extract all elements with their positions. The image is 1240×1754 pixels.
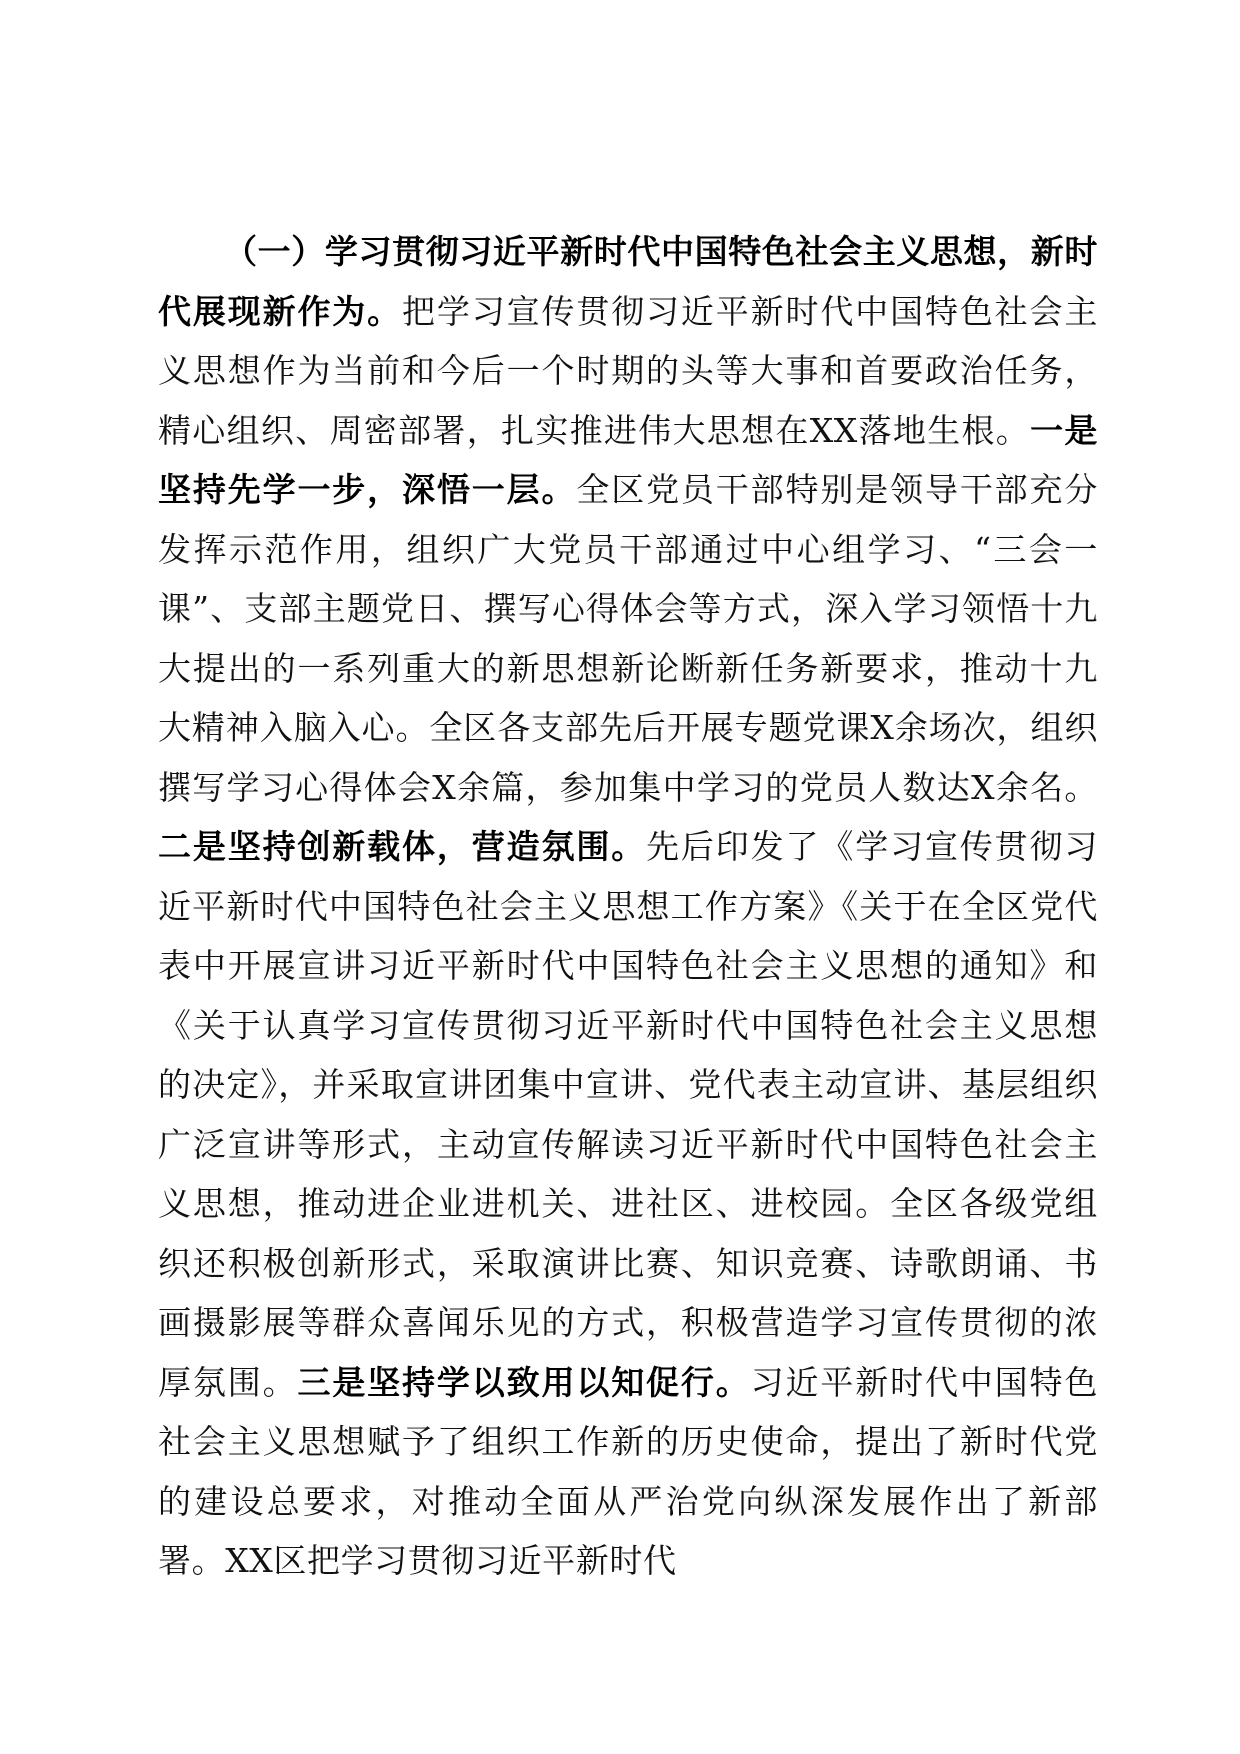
paragraph-text: 习近平新时代中国特色社会主义思想赋予了组织工作新的历史使命，提出了新时代党的建设总要求，对推动全面从严治党向纵深发展作出了新部署。XX区把学习贯彻习近平新时代 <box>158 1362 1099 1580</box>
paragraph-text: 先后印发了《学习宣传贯彻习近平新时代中国特色社会主义思想工作方案》《关于在全区党代表中开展宣讲习近平新时代中国特色社会主义思想的通知》和《关于认真学习宣传贯彻习近平新时代中国特色社会主义思想的决定》，并采取宣讲团集中宣讲、党代表主动宣讲、基层组织广泛宣讲等形式，主动宣传解读习近平新时代中国特色社会主义思想，推动进企业进机关、进社区、进校园。全区各级党组织还积极创新形式，采取演讲比赛、知识竞赛、诗歌朗诵、书画摄影展等群众喜闻乐见的方式，积极营造学习宣传贯彻的浓厚氛围。 <box>158 827 1098 1402</box>
paragraph-text: 把学习宣传贯彻习近平新时代中国特色社会主义思想作为当前和今后一个时期的头等大事和首要政治任务，精心组织、周密部署，扎实推进伟大思想在XX落地生根。 <box>158 291 1098 450</box>
section-heading: （一）学习贯彻习近平新时代中国特色社会主义思想，新时代展现新作为。 <box>158 232 1098 331</box>
body-paragraph <box>158 222 1098 1591</box>
point-heading-3: 三是坚持学以致用以知促行。 <box>297 1362 751 1402</box>
paragraph-text: 全区党员干部特别是领导干部充分发挥示范作用，组织广大党员干部通过中心组学习、“三会一课”、支部主题党日、撰写心得体会等方式，深入学习领悟十九大提出的一系列重大的新思想新论断新任务新要求，推动十九大精神入脑入心。全区各支部先后开展专题党课X余场次，组织撰写学习心得体会X余篇，参加集中学习的党员人数达X余名。 <box>158 470 1099 807</box>
point-heading-1: 一是坚持先学一步，深悟一层。 <box>158 410 1098 509</box>
point-heading-2: 二是坚持创新载体，营造氛围。 <box>158 827 647 866</box>
